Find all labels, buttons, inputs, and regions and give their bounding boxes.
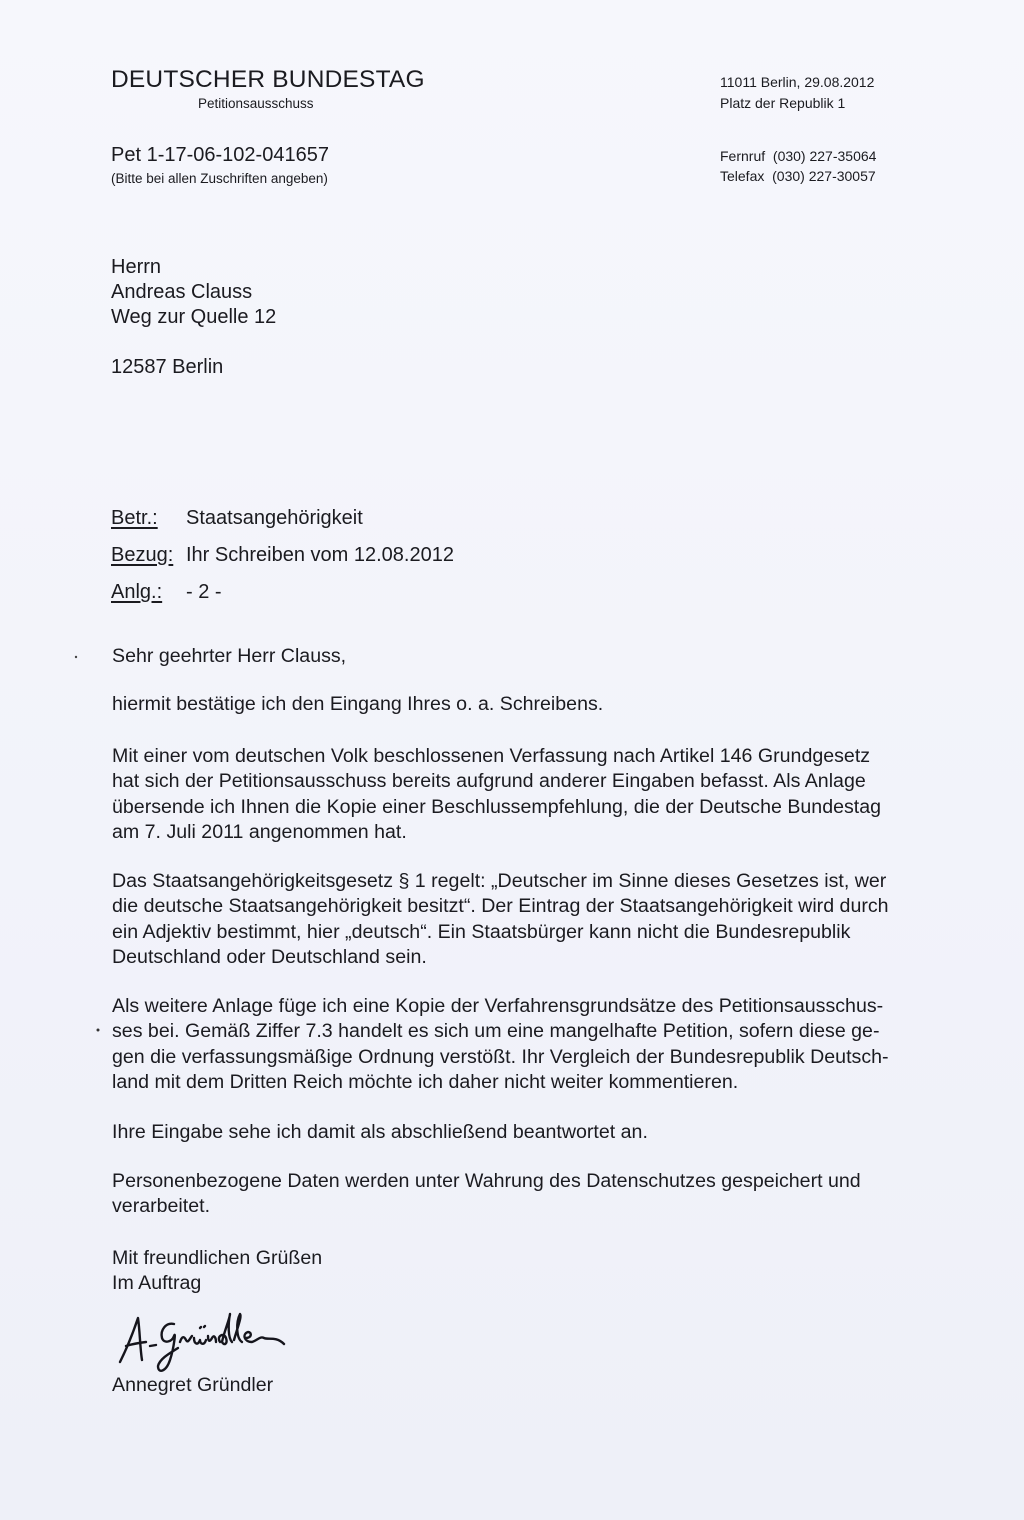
reference-label: Bezug:: [111, 544, 174, 566]
text-line: gen die verfassungsmäßige Ordnung verstößt. Ihr Vergleich der Bundesrepublik Deutsch-: [112, 1045, 889, 1068]
text-line: Personenbezogene Daten werden unter Wahrung des Datenschutzes gespeichert und: [112, 1170, 861, 1192]
recipient-city: 12587 Berlin: [111, 356, 224, 378]
subject-value: Staatsangehörigkeit: [186, 507, 363, 529]
text-line: am 7. Juli 2011 angenommen hat.: [112, 820, 407, 843]
signer-name: Annegret Gründler: [112, 1374, 274, 1396]
text-line: Mit einer vom deutschen Volk beschlossenen Verfassung nach Artikel 146 Grundgesetz: [112, 745, 871, 767]
text-line: ses bei. Gemäß Ziffer 7.3 handelt es sich um eine mangelhafte Petition, sofern diese ge-: [112, 1020, 880, 1043]
reference-number: Pet 1-17-06-102-041657: [111, 144, 329, 166]
scan-dot: [97, 1029, 100, 1032]
recipient-salutation: Herrn: [111, 256, 162, 278]
recipient-name: Andreas Clauss: [111, 281, 253, 303]
text-line: Als weitere Anlage füge ich eine Kopie der Verfahrensgrundsätze des Petitionsausschus-: [112, 995, 884, 1017]
subject-label: Betr.:: [111, 507, 158, 529]
text-line: übersende ich Ihnen die Kopie einer Beschlussempfehlung, die der Deutsche Bundestag: [112, 795, 882, 818]
sender-street: Platz der Republik 1: [720, 95, 846, 111]
fax-number: Telefax (030) 227-30057: [720, 168, 876, 184]
on-behalf-line: Im Auftrag: [112, 1272, 202, 1295]
text-line: Ihre Eingabe sehe ich damit als abschließend beantwortet an.: [112, 1121, 648, 1143]
attachments-value: - 2 -: [186, 581, 222, 603]
text-line: Das Staatsangehörigkeitsgesetz § 1 regelt: „Deutscher im Sinne dieses Gesetzes ist, wer: [112, 870, 887, 892]
phone-number: Fernruf (030) 227-35064: [720, 148, 877, 164]
reference-note: (Bitte bei allen Zuschriften angeben): [111, 171, 328, 186]
text-line: die deutsche Staatsangehörigkeit besitzt“. Der Eintrag der Staatsangehörigkeit wird durch: [112, 895, 889, 918]
city-date: 11011 Berlin, 29.08.2012: [720, 74, 875, 90]
text-line: land mit dem Dritten Reich möchte ich daher nicht weiter kommentieren.: [112, 1070, 739, 1093]
closing-line: Mit freundlichen Grüßen: [112, 1247, 323, 1269]
text-line: hiermit bestätige ich den Eingang Ihres o. a. Schreibens.: [112, 693, 604, 715]
text-line: hat sich der Petitionsausschuss bereits aufgrund anderer Eingaben befasst. Als Anlage: [112, 770, 866, 793]
institution-name: DEUTSCHER BUNDESTAG: [111, 66, 425, 93]
recipient-street: Weg zur Quelle 12: [111, 306, 277, 328]
text-line: verarbeitet.: [112, 1195, 211, 1218]
reference-value: Ihr Schreiben vom 12.08.2012: [186, 544, 454, 566]
text-line: Deutschland oder Deutschland sein.: [112, 945, 427, 968]
greeting-line: Sehr geehrter Herr Clauss,: [112, 645, 347, 667]
attachments-label: Anlg.:: [111, 581, 163, 603]
department-name: Petitionsausschuss: [198, 96, 314, 111]
scan-dot: [75, 656, 77, 658]
text-line: ein Adjektiv bestimmt, hier „deutsch“. Ein Staatsbürger kann nicht die Bundesrepublik: [112, 920, 851, 943]
